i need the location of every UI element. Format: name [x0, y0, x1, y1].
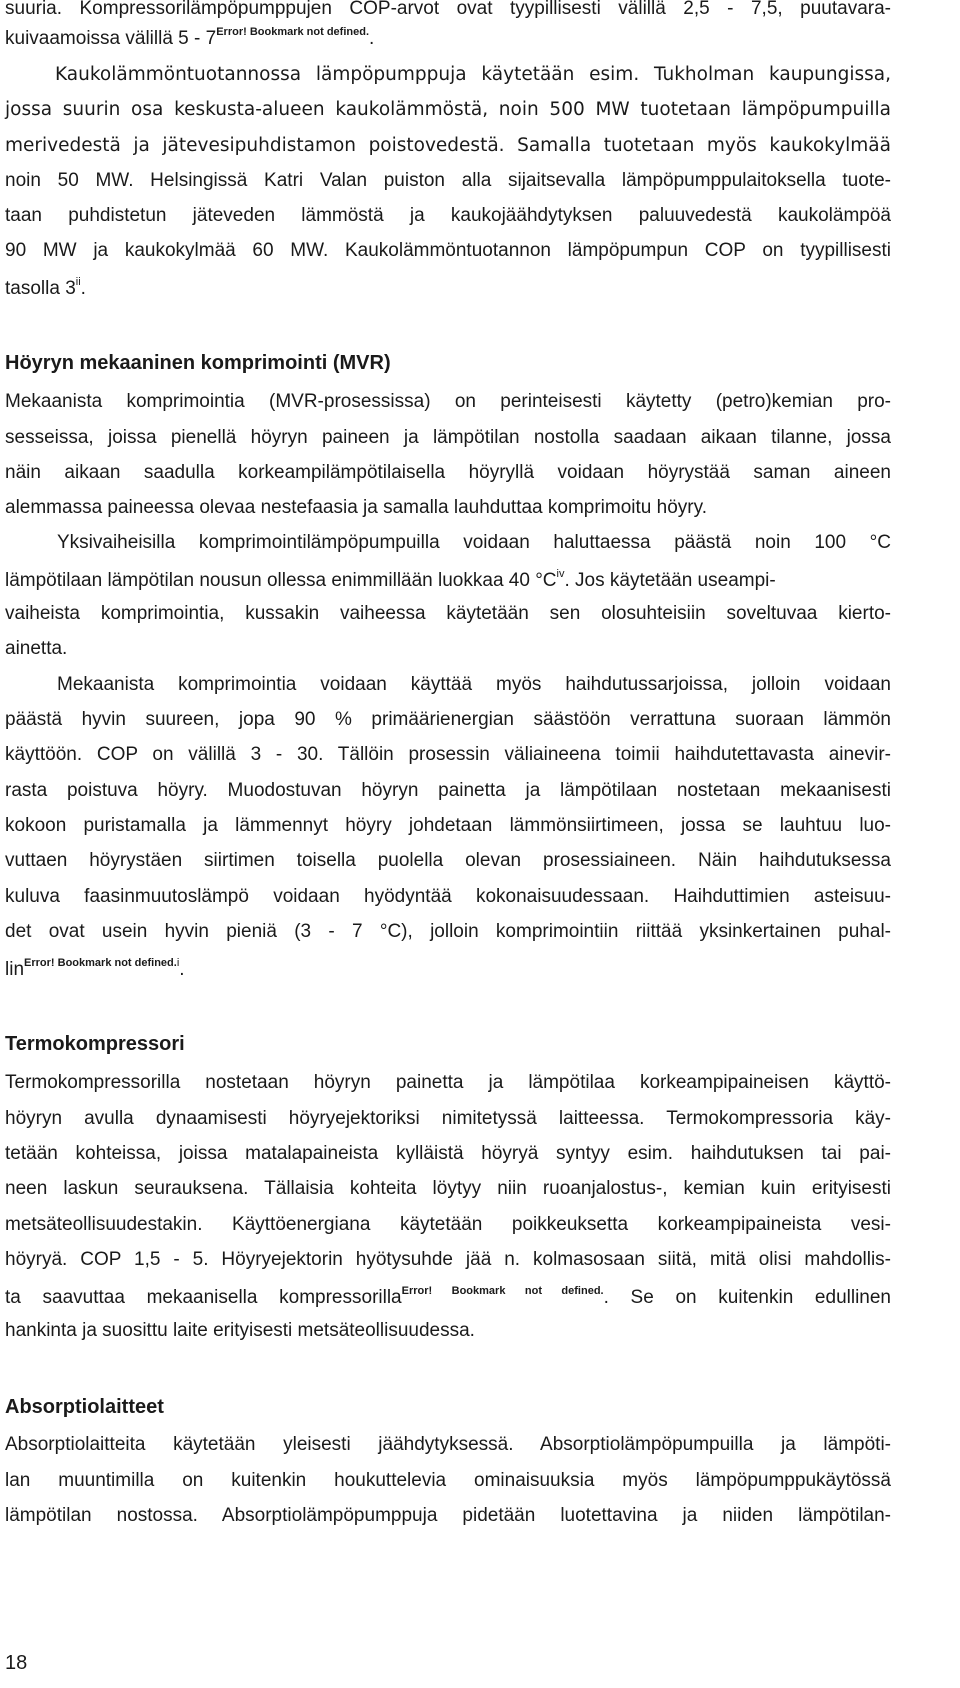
text-line: 90 MW ja kaukokylmää 60 MW. Kaukolämmöntuotannon lämpöpumpun COP on tyypillisesti [5, 240, 891, 261]
text-line: kuivaamoissa välillä $5 - 7^{Error! Bookmark not defined.}$. [5, 26, 375, 49]
text-line: lin$^{Error! Bookmark not defined.i}$. [5, 957, 185, 980]
error-bookmark-ref: Error! Bookmark not defined. [216, 26, 369, 38]
text-line: taan puhdistetun jäteveden lämmöstä ja kaukojäähdytyksen paluuvedestä kaukolämpöä [5, 205, 891, 226]
footnote-ref: iv [556, 568, 565, 580]
section-heading: Termokompressori [5, 1033, 185, 1055]
text-line: suuria. Kompressorilämpöpumppujen COP-arvot ovat tyypillisesti välillä 2,5 - 7,5, puutavara- [5, 0, 891, 19]
text-line: Absorptiolaitteita käytetään yleisesti jäähdytyksessä. Absorptiolämpöpumpuilla ja lämpöti- [5, 1434, 891, 1455]
text-line: höyryä. COP 1,5 - 5. Höyryejektorin hyötysuhde jää n. kolmasosaan siitä, mitä olisi mahdollis- [5, 1249, 891, 1270]
text-line: ainetta. [5, 638, 68, 659]
footnote-ref: i [176, 957, 180, 969]
page-number: 18 [5, 1652, 28, 1674]
text-line: tasolla 3$^{ii}$. [5, 276, 86, 299]
text-line: kuluva faasinmuutoslämpö voidaan hyödyntää kokonaisuudessaan. Haihduttimien asteisuu- [5, 886, 891, 907]
text-line: vaiheista komprimointia, kussakin vaiheessa käytetään sen olosuhteisiin soveltuvaa kierto- [5, 603, 891, 624]
text-line: kokoon puristamalla ja lämmennyt höyry johdetaan lämmönsiirtimeen, jossa se lauhtuu luo- [5, 815, 891, 836]
text-line: Yksivaiheisilla komprimointilämpöpumpuilla voidaan haluttaessa päästä noin 100 °C [57, 532, 891, 553]
footnote-ref: ii [75, 276, 81, 288]
text-line: noin 50 MW. Helsingissä Katri Valan puiston alla sijaitsevalla lämpöpumppulaitoksella tuote- [5, 170, 891, 191]
text-line: jossa suurin osa keskusta-alueen kaukolämmöstä, noin 500 MW tuotetaan lämpöpumpuilla [5, 99, 891, 120]
error-bookmark-ref: Error! Bookmark not defined. [24, 957, 177, 969]
text-line: höyryn avulla dynaamisesti höyryejektoriksi nimitetyssä laitteessa. Termokompressoria käy- [5, 1108, 891, 1129]
section-heading: Höyryn mekaaninen komprimointi (MVR) [5, 352, 391, 374]
text-line: lan muuntimilla on kuitenkin houkuttelevia ominaisuuksia myös lämpöpumppukäytössä [5, 1470, 891, 1491]
text-line: Mekaanista komprimointia voidaan käyttää myös haihdutussarjoissa, jolloin voidaan [57, 674, 891, 695]
text-line: sesseissa, joissa pienellä höyryn paineen ja lämpötilan nostolla saadaan aikaan tilanne, jossa [5, 427, 891, 448]
text-line: lämpötilan nostossa. Absorptiolämpöpumppuja pidetään luotettavina ja niiden lämpötilan- [5, 1505, 891, 1526]
text-line: hankinta ja suosittu laite erityisesti metsäteollisuudessa. [5, 1320, 475, 1341]
text-line: merivedestä ja jätevesipuhdistamon poistovedestä. Samalla tuotetaan myös kaukokylmää [5, 135, 891, 156]
text-line: metsäteollisuudestakin. Käyttöenergiana käytetään poikkeuksetta korkeampipaineista vesi- [5, 1214, 891, 1235]
text-line: näin aikaan saadulla korkeampilämpötilaisella höyryllä voidaan höyrystää saman aineen [5, 462, 891, 483]
text-line: lämpötilaan lämpötilan nousun ollessa enimmillään luokkaa 40 $^\circ C^{iv}$. Jos käytetään useampi- [5, 568, 776, 591]
error-bookmark-ref: Error! Bookmark not defined. [401, 1285, 604, 1297]
section-heading: Absorptiolaitteet [5, 1396, 164, 1418]
text-line: ta saavuttaa mekaanisella kompressorilla$^{Error! Bookmark not defined.}$. Se on kuitenkin edullinen [5, 1285, 891, 1308]
text-line: käyttöön. COP on välillä 3 - 30. Tällöin prosessin väliaineena toimii haihdutettavasta ainevir- [5, 744, 891, 765]
text-line: alemmassa paineessa olevaa nestefaasia ja samalla lauhduttaa komprimoitu höyry. [5, 497, 707, 518]
text-line: päästä hyvin suureen, jopa 90 % primäärienergian säästöön verrattuna suoraan lämmön [5, 709, 891, 730]
text-line: det ovat usein hyvin pieniä (3 - 7 °C), jolloin komprimointiin riittää yksinkertainen puhal- [5, 921, 891, 942]
text-line: rasta poistuva höyry. Muodostuvan höyryn painetta ja lämpötilaan nostetaan mekaanisesti [5, 780, 891, 801]
text-line: vuttaen höyrystäen siirtimen toisella puolella olevan prosessiaineen. Näin haihdutuksessa [5, 850, 891, 871]
text-line: Kaukolämmöntuotannossa lämpöpumppuja käytetään esim. Tukholman kaupungissa, [55, 64, 891, 85]
text-line: neen laskun seurauksena. Tällaisia kohteita löytyy niin ruoanjalostus-, kemian kuin erityisesti [5, 1178, 891, 1199]
text-line: tetään kohteissa, joissa matalapaineista kylläistä höyryä syntyy esim. haihdutuksen tai pai- [5, 1143, 891, 1164]
text-line: Termokompressorilla nostetaan höyryn painetta ja lämpötilaa korkeampipaineisen käyttö- [5, 1072, 891, 1093]
text-line: Mekaanista komprimointia (MVR-prosessissa) on perinteisesti käytetty (petro)kemian pro- [5, 391, 891, 412]
